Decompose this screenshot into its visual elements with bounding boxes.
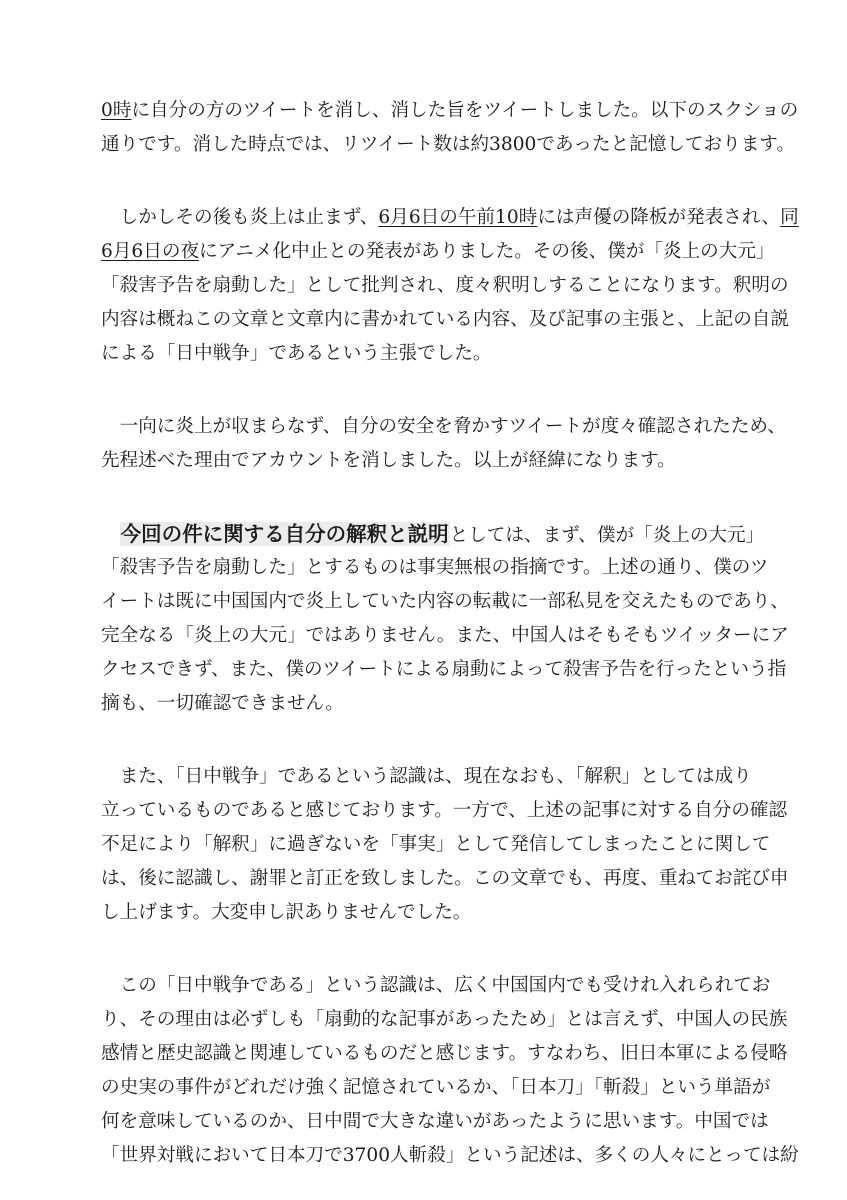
text-segment: クセスできず、また、僕のツイートによる扇動によって殺害予告を行ったという指 xyxy=(101,659,787,680)
text-line xyxy=(101,1139,799,1173)
paragraph-p6 xyxy=(101,969,799,1173)
text-segment: による「日中戦争」であるという主張でした。 xyxy=(101,343,492,364)
paragraph-p1 xyxy=(101,94,799,162)
text-segment: 立っているものであると感じております。一方で、上述の記事に対する自分の確認 xyxy=(101,800,788,821)
text-line xyxy=(101,1105,769,1139)
text-line xyxy=(101,687,751,721)
text-line xyxy=(101,828,771,862)
text-segment: 摘も、一切確認できません。 xyxy=(101,693,344,714)
text-line xyxy=(101,862,789,896)
underlined-date-text: 6月6日の午前10時 xyxy=(378,207,538,228)
paragraph-gap xyxy=(101,371,751,410)
highlighted-heading-text: 今回の件に関する自分の解釈と説明 xyxy=(120,522,449,546)
text-line xyxy=(101,1037,788,1071)
text-segment: 一向に炎上が収まらなず、自分の安全を脅かすツイートが度々確認されたため、 xyxy=(101,416,786,437)
text-segment: には声優の降板が発表され、 xyxy=(537,207,781,228)
text-line xyxy=(101,794,788,828)
underlined-date-text: 同 xyxy=(780,207,799,228)
text-line xyxy=(101,585,789,619)
text-segment: 先程述べた理由でアカウントを消しました。以上が経緯になります。 xyxy=(101,450,676,471)
paragraph-p3 xyxy=(101,410,786,478)
text-line xyxy=(101,444,751,478)
document-page xyxy=(101,94,799,1173)
text-segment: 「殺害予告を扇動した」として批判され、度々釈明しすることになります。釈明の xyxy=(101,275,789,296)
text-line xyxy=(101,128,796,162)
paragraph-p5 xyxy=(101,760,789,930)
text-line xyxy=(101,653,787,687)
text-segment: 通りです。消した時点では、リツイート数は約3800であったと記憶しております。 xyxy=(101,134,796,155)
text-segment: は、後に認識し、謝罪と訂正を致しました。この文章でも、再度、重ねてお詫び申 xyxy=(101,868,789,889)
text-line xyxy=(101,517,765,551)
text-line xyxy=(101,896,751,930)
text-segment: 完全なる「炎上の大元」ではありません。また、中国人はそもそもツイッターにア xyxy=(101,625,789,646)
text-line xyxy=(101,760,751,794)
text-segment: 感情と歴史認識と関連しているものだと感じます。すなわち、旧日本軍による侵略 xyxy=(101,1043,788,1064)
text-line xyxy=(101,619,789,653)
text-segment: また、「日中戦争」であるという認識は、現在なおも、「解釈」としては成り xyxy=(101,766,752,787)
text-line xyxy=(101,201,799,235)
text-segment: り、その理由は必ずしも「扇動的な記事があったため」とは言えず、中国人の民族 xyxy=(101,1009,788,1030)
text-line xyxy=(101,269,789,303)
text-segment: 「世界対戦において日本刀で3700人斬殺」という記述は、多くの人々にとっては紛 xyxy=(101,1145,799,1166)
text-segment: この「日中戦争である」という認識は、広く中国国内でも受けれ入れられてお xyxy=(101,975,771,996)
text-line xyxy=(101,337,751,371)
text-line xyxy=(101,1003,788,1037)
text-line xyxy=(101,969,771,1003)
text-segment: に自分の方のツイートを消し、消した旨をツイートしました。以下のスクショの xyxy=(131,100,799,121)
text-segment: にアニメ化中止との発表がありました。その後、僕が「炎上の大元」 xyxy=(199,241,775,262)
text-line xyxy=(101,551,769,585)
underlined-date-text: 6月6日の夜 xyxy=(101,241,200,262)
paragraph-gap xyxy=(101,478,751,517)
paragraph-p2 xyxy=(101,201,799,371)
text-line xyxy=(101,1071,771,1105)
paragraph-gap xyxy=(101,930,751,969)
text-segment: し上げます。大変申し訳ありませんでした。 xyxy=(101,902,472,923)
text-line xyxy=(101,303,789,337)
text-segment: 不足により「解釈」に過ぎないを「事実」として発信してしまったことに関して xyxy=(101,834,771,855)
underlined-date-text: 0時 xyxy=(101,100,132,121)
text-segment xyxy=(101,525,120,546)
text-line xyxy=(101,410,786,444)
text-segment: としては、まず、僕が「炎上の大元」 xyxy=(449,525,765,546)
text-segment: の史実の事件がどれだけ強く記憶されているか、「日本刀」「斬殺」という単語が xyxy=(101,1077,771,1098)
text-line xyxy=(101,94,799,128)
text-segment: 内容は概ねこの文章と文章内に書かれている内容、及び記事の主張と、上記の自説 xyxy=(101,309,789,330)
paragraph-gap xyxy=(101,721,751,760)
text-segment: 「殺害予告を扇動した」とするものは事実無根の指摘です。上述の通り、僕のツ xyxy=(101,557,769,578)
text-line xyxy=(101,235,775,269)
paragraph-gap xyxy=(101,162,751,201)
text-segment: しかしその後も炎上は止まず、 xyxy=(101,207,379,228)
text-segment: 何を意味しているのか、日中間で大きな違いがあったように思います。中国では xyxy=(101,1111,769,1132)
text-segment: イートは既に中国国内で炎上していた内容の転載に一部私見を交えたものであり、 xyxy=(101,591,789,612)
paragraph-p4 xyxy=(101,517,789,721)
